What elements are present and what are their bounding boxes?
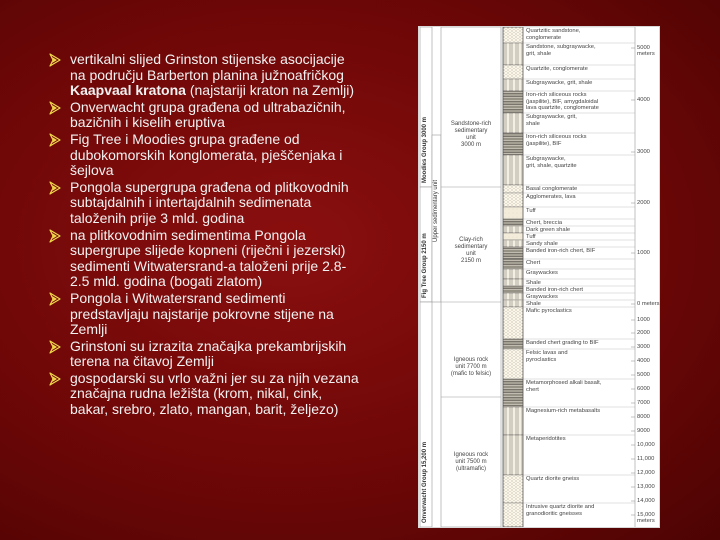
bullet-text: Pongola supergrupa građena od plitkovodnih subtajdalnih i intertajdalnih sedimenata taloženih prije 3 mld. godina	[70, 178, 349, 226]
layer-label	[526, 280, 541, 287]
lithology-layer	[503, 339, 523, 349]
bullet-item	[48, 339, 360, 370]
lithology-layer	[503, 155, 523, 185]
subunit-label: Upper sedimentary unit	[433, 179, 439, 242]
layer-label-line: Quartz diorite gneiss	[526, 476, 580, 482]
unit-label-line: unit	[466, 251, 476, 257]
layer-label-line: Banded chert grading to BIF	[526, 340, 599, 346]
unit-label-line: Igneous rock	[453, 452, 489, 458]
bullet-text: vertikalni slijed Grinston stijenske asocijacije na području Barberton planina južnoafričkog	[70, 51, 345, 83]
bullet-text: Grinstoni su izrazita značajka prekambrijskih terena na čitavoj Zemlji	[70, 337, 347, 370]
layer-label-line: Mafic pyroclastics	[526, 308, 572, 314]
scale-label: 3000	[637, 149, 650, 155]
scale-label: 0 meters	[637, 301, 660, 307]
layer-label	[526, 248, 595, 255]
layer-label	[526, 66, 588, 73]
layer-label	[526, 134, 587, 147]
lithology-layer	[503, 379, 523, 407]
scale-label: 11,000	[637, 456, 655, 462]
layer-label	[526, 186, 577, 193]
layer-label-line: Chert	[526, 260, 541, 266]
arrow-bullet-icon	[48, 372, 62, 386]
layer-label	[526, 234, 536, 241]
scale-label: 13,000	[637, 484, 655, 490]
lithology-layer	[503, 27, 523, 43]
layer-label	[526, 436, 566, 443]
layer-label-line: Dark green shale	[526, 227, 571, 233]
layer-label-line: grit, shale, quartzite	[526, 162, 577, 169]
unit-label-line: 3000 m	[460, 142, 481, 148]
arrow-bullet-icon	[48, 133, 62, 147]
layer-label-line: (jaspilite), BIF, amygdaloidal	[526, 98, 599, 105]
layer-label-line: Banded iron-rich chert, BIF	[526, 248, 596, 254]
arrow-bullet-icon	[48, 340, 62, 354]
bullet-item	[48, 371, 360, 418]
layer-label-line: (jaspilite), BIF	[526, 140, 562, 147]
layer-label-line: Shale	[526, 301, 541, 307]
layer-label	[526, 28, 580, 41]
lithology-layer	[503, 475, 523, 503]
lithology-layer	[503, 207, 523, 219]
layer-label	[526, 114, 577, 127]
lithology-layer	[503, 279, 523, 286]
arrow-bullet-icon	[48, 181, 62, 195]
unit-label	[441, 357, 501, 378]
layer-label	[526, 208, 536, 215]
scale-label: 3000	[637, 344, 650, 350]
lithology-layer	[503, 349, 523, 379]
lithology-layer	[503, 43, 523, 65]
lithology-layer	[503, 435, 523, 475]
lithology-layer	[503, 407, 523, 435]
arrow-bullet-icon	[48, 229, 62, 243]
layer-label	[526, 227, 570, 234]
group-label: Fig Tree Group 2150 m	[422, 233, 428, 298]
lithology-layer	[503, 193, 523, 207]
lithology-layer	[503, 293, 523, 300]
bullet-text: Onverwacht grupa građena od ultrabazičnih, bazičnih i kiselih eruptiva	[70, 98, 346, 131]
layer-label-line: Graywackes	[526, 270, 558, 276]
layer-label-line: Subgraywacke, grit, shale	[526, 80, 593, 86]
lithology-layer	[503, 226, 523, 233]
unit-label-line: sedimentary	[454, 128, 488, 134]
layer-label	[526, 80, 592, 87]
unit-label-line: unit 7700 m	[455, 364, 487, 370]
scale-label: 14,000	[637, 498, 655, 504]
scale-label: 9000	[637, 428, 650, 434]
lithology-layer	[503, 503, 523, 527]
layer-label-line: Basal conglomerate	[526, 186, 578, 192]
layer-label	[526, 380, 601, 393]
layer-label	[526, 156, 577, 169]
scale-label: meters	[637, 51, 655, 57]
unit-label-line: sedimentary	[454, 244, 488, 250]
scale-label: 4000	[637, 358, 650, 364]
lithology-layer	[503, 269, 523, 279]
layer-label-line: Metamorphosed alkali basalt,	[526, 380, 602, 386]
lithology-layer	[503, 185, 523, 193]
bullet-item	[48, 180, 360, 227]
lithology-layer	[503, 113, 523, 133]
unit-label-line: (mafic to felsic)	[450, 371, 492, 377]
unit-label-line: (ultramafic)	[455, 466, 486, 472]
scale-label: 7000	[637, 400, 650, 406]
unit-label-line: Sandstone-rich	[450, 121, 492, 127]
scale-label: meters	[637, 518, 655, 524]
arrow-bullet-icon	[48, 53, 62, 67]
scale-label: 2000	[637, 200, 650, 206]
scale-label: 4000	[637, 97, 650, 103]
unit-label-line: 2150 m	[460, 258, 481, 264]
layer-label-line: Tuff	[526, 234, 536, 240]
bullet-list	[48, 52, 360, 418]
layer-label	[526, 194, 576, 201]
unit-label-line: unit	[466, 135, 476, 141]
layer-label-line: Subgraywacke,	[526, 156, 566, 162]
layer-label-line: shale	[526, 120, 540, 127]
scale-label: 1000	[637, 250, 650, 256]
layer-label-line: pyroclastics	[526, 356, 557, 363]
bullet-text: gospodarski su vrlo važni jer su za njih vezana značajna rudna ležišta (krom, nikal, cink, bakar, srebro, zlato, mangan, barit, željezo)	[70, 369, 359, 418]
layer-label-line: Agglomerates, lava	[526, 194, 576, 200]
group-label: Moodies Group 3000 m	[422, 116, 428, 183]
bullet-item	[48, 100, 360, 131]
layer-label	[526, 308, 572, 315]
lithology-layer	[503, 79, 523, 91]
lithology-layer	[503, 307, 523, 339]
bullet-text: (najstariji kraton na Zemlji)	[185, 82, 355, 99]
layer-label	[526, 241, 558, 248]
layer-label-line: lava quartzite, conglomerate	[526, 105, 599, 112]
lithology-layer	[503, 91, 523, 113]
layer-label	[526, 408, 600, 415]
arrow-bullet-icon	[48, 292, 62, 306]
scale-label: 15,000	[637, 512, 655, 518]
scale-label: 5000	[637, 372, 650, 378]
layer-label	[526, 301, 541, 308]
layer-label-line: Sandstone, subgraywacke,	[526, 44, 596, 50]
layer-label-line: Magnesium-rich metabasalts	[526, 408, 601, 414]
bullet-text: na plitkovodnim sedimentima Pongola supergrupe slijede kopneni (riječni i jezerski) sedimenti Witwatersrand-a taloženi prije 2.8-2.5 mld. godina (bogati zlatom)	[70, 226, 347, 290]
bullet-text: Fig Tree i Moodies grupa građene od dubokomorskih konglomerata, pješčenjaka i šejlova	[70, 130, 343, 179]
layer-label	[526, 92, 599, 112]
layer-label	[526, 260, 540, 267]
layer-label	[526, 44, 596, 57]
lithology-layer	[503, 133, 523, 155]
unit-label	[441, 452, 501, 473]
layer-label-line: Iron-rich siliceous rocks	[526, 134, 587, 140]
layer-label-line: Metaperidotites	[526, 436, 566, 442]
lithology-layer	[503, 240, 523, 247]
lithology-layer	[503, 286, 523, 293]
group-label: Onverwacht Group 15,200 m	[422, 441, 428, 523]
layer-label	[526, 504, 594, 517]
layer-label	[526, 287, 583, 294]
layer-label-line: Banded iron-rich chert	[526, 287, 584, 293]
scale-label: 1000	[637, 317, 650, 323]
scale-label: 6000	[637, 386, 650, 392]
layer-label-line: Quartzitic sandstone,	[526, 28, 581, 34]
layer-label-line: Graywackes	[526, 294, 558, 300]
bullet-item	[48, 52, 360, 99]
lithology-layer	[503, 233, 523, 240]
layer-label-line: Chert, breccia	[526, 220, 563, 226]
lithology-layer	[503, 247, 523, 259]
layer-label-line: Intrusive quartz diorite and	[526, 504, 595, 510]
layer-label	[526, 340, 599, 347]
layer-label-line: Felsic lavas and	[526, 350, 568, 356]
scale-label: 12,000	[637, 470, 655, 476]
scale-label: 5000	[637, 45, 650, 51]
layer-label-line: Subgraywacke, grit,	[526, 114, 577, 120]
layer-label-line: Sandy shale	[526, 241, 558, 247]
layer-label-line: granodioritic gneisses	[526, 510, 583, 517]
lithology-layer	[503, 259, 523, 269]
layer-label-line: grit, shale	[526, 50, 552, 57]
bullet-item	[48, 228, 360, 290]
scale-label: 8000	[637, 414, 650, 420]
lithology-layer	[503, 65, 523, 79]
layer-label	[526, 220, 562, 227]
stratigraphic-column-figure	[418, 26, 660, 528]
layer-label	[526, 270, 558, 277]
scale-label: 2000	[637, 330, 650, 336]
bullet-bold-text: Kaapvaal kratona	[70, 82, 186, 99]
lithology-layer	[503, 219, 523, 226]
layer-label-line: Iron-rich siliceous rocks	[526, 92, 587, 98]
arrow-bullet-icon	[48, 101, 62, 115]
unit-label-line: Clay-rich	[459, 237, 483, 243]
layer-label-line: Tuff	[526, 208, 536, 214]
unit-label-line: unit 7500 m	[455, 459, 487, 465]
unit-label-line: Igneous rock	[453, 357, 489, 363]
layer-label	[526, 476, 579, 483]
unit-label	[441, 121, 501, 149]
layer-label-line: conglomerate	[526, 34, 562, 41]
layer-label-line: Quartzite, conglomerate	[526, 66, 588, 72]
layer-label	[526, 294, 558, 301]
layer-label	[526, 350, 568, 363]
layer-label-line: chert	[526, 386, 539, 393]
bullet-item	[48, 132, 360, 179]
unit-label	[441, 237, 501, 265]
lithology-layer	[503, 300, 523, 307]
bullet-text: Pongola i Witwatersrand sedimenti predstavljaju najstarije pokrovne stijene na Zemlji	[70, 289, 334, 338]
scale-label: 10,000	[637, 442, 655, 448]
layer-label-line: Shale	[526, 280, 541, 286]
bullet-item	[48, 291, 360, 338]
